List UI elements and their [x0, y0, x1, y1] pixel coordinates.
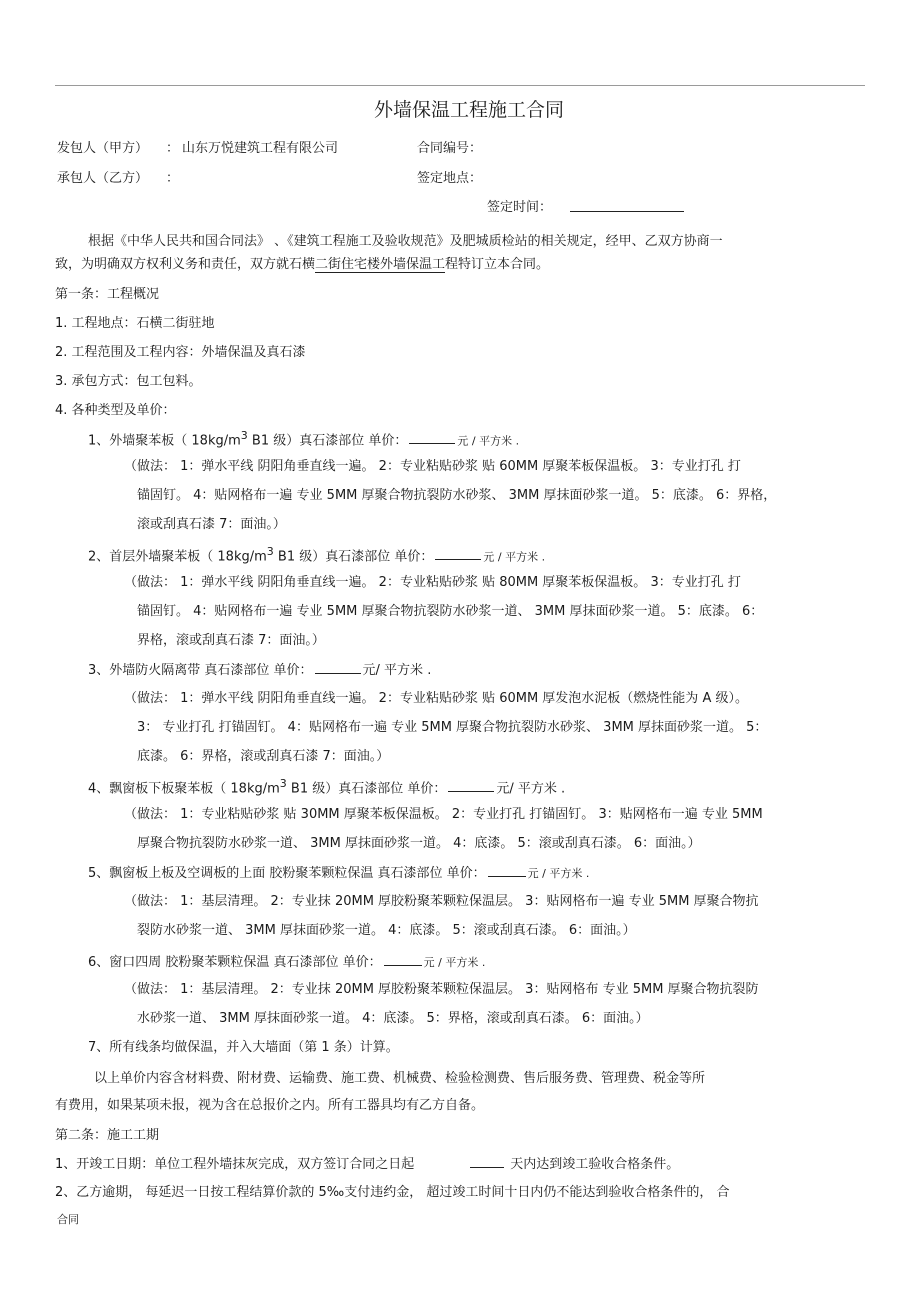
- article-2-item-1-after: 天内达到竣工验收合格条件。: [510, 1157, 680, 1172]
- article-1-item-1: 1. 工程地点：石横二街驻地: [55, 316, 215, 331]
- project-name-underlined: 二街住宅楼外墙保温工: [315, 257, 446, 272]
- party-a-value: 山东万悦建筑工程有限公司: [182, 141, 339, 156]
- type-3-method-3: 底漆。 6：界格，滚或刮真石漆 7：面油。）: [137, 749, 390, 764]
- type-2-method-1: （做法： 1：弹水平线 阴阳角垂直线一遍。 2：专业粘贴砂浆 贴 80MM 厚聚苯板保温板。 3：专业打孔 打: [124, 575, 741, 590]
- intro-line-1: 根据《中华人民共和国合同法》 、《建筑工程施工及验收规范》及肥城质检站的相关规定，经甲、乙双方协商一: [88, 234, 723, 249]
- type-1-heading: [88, 427, 519, 450]
- type-6-heading: [88, 953, 485, 972]
- type-4-heading-text: 4、飘窗板下板聚苯板（ 18kg/m: [88, 781, 280, 797]
- type-1-price-blank: [409, 431, 455, 444]
- sign-time-label: 签定时间：: [487, 200, 553, 215]
- type-5-heading-text: 5、飘窗板上板及空调板的上面 胶粉聚苯颗粒保温 真石漆部位 单价：: [88, 866, 486, 881]
- type-3-method-1: （做法： 1：弹水平线 阴阳角垂直线一遍。 2：专业粘贴砂浆 贴 60MM 厚发泡水泥板（燃烧性能为 A 级）。: [124, 691, 748, 706]
- article-1-item-4: 4. 各种类型及单价：: [55, 403, 176, 418]
- type-2-heading-text: 2、首层外墙聚苯板（ 18kg/m: [88, 549, 267, 565]
- type-2-heading: [88, 543, 545, 566]
- type-5-price-blank: [488, 864, 526, 877]
- type-3-unit: 元/ 平方米 .: [362, 663, 432, 678]
- type-3-method-2: 3： 专业打孔 打锚固钉。 4：贴网格布一遍 专业 5MM 厚聚合物抗裂防水砂浆、 3MM 厚抹面砂浆一道。 5：: [137, 720, 768, 735]
- note-line-1: 以上单价内容含材料费、附材费、运输费、施工费、机械费、检验检测费、售后服务费、管理费、税金等所: [94, 1071, 706, 1086]
- type-1-method-1: （做法： 1：弹水平线 阴阳角垂直线一遍。 2：专业粘贴砂浆 贴 60MM 厚聚苯板保温板。 3：专业打孔 打: [124, 459, 741, 474]
- contract-no-label: 合同编号：: [417, 141, 483, 156]
- type-4-heading-rest: B1 级）真石漆部位 单价：: [286, 781, 447, 797]
- page-title: 外墙保温工程施工合同: [374, 99, 565, 121]
- article-2-item-2: 2、乙方逾期， 每延迟一日按工程结算价款的 5‰支付违约金， 超过竣工时间十日内仍不能达到验收合格条件的， 合: [55, 1185, 730, 1200]
- top-rule: [55, 85, 865, 86]
- type-3-heading: [88, 661, 431, 680]
- article-1-item-2: 2. 工程范围及工程内容：外墙保温及真石漆: [55, 345, 306, 360]
- type-2-sup: 3: [266, 545, 274, 558]
- article-1-heading: 第一条：工程概况: [55, 287, 160, 302]
- type-4-method-1: （做法： 1：专业粘贴砂浆 贴 30MM 厚聚苯板保温板。 2：专业打孔 打锚固钉。 3：贴网格布一遍 专业 5MM: [124, 807, 763, 822]
- type-4-sup: 3: [279, 777, 287, 790]
- party-a-label: 发包人（甲方）: [57, 141, 149, 156]
- intro-line-2-after: 程特订立本合同。: [445, 257, 550, 272]
- type-5-unit: 元 / 平方米 .: [527, 867, 590, 880]
- party-b-label: 承包人（乙方）: [57, 171, 149, 186]
- type-3-price-blank: [315, 661, 361, 674]
- type-2-heading-rest: B1 级）真石漆部位 单价：: [273, 549, 434, 565]
- type-7: 7、所有线条均做保温，并入大墙面（第 1 条）计算。: [88, 1040, 399, 1055]
- intro-line-2-before: 致，为明确双方权利义务和责任，双方就石横: [55, 257, 316, 272]
- sign-place-label: 签定地点：: [417, 171, 483, 186]
- type-1-heading-text: 1、外墙聚苯板（ 18kg/m: [88, 433, 241, 449]
- type-4-method-2: 厚聚合物抗裂防水砂浆一道、 3MM 厚抹面砂浆一道。 4：底漆。 5：滚或刮真石漆。 6：面油。）: [137, 836, 701, 851]
- type-2-unit: 元 / 平方米 .: [483, 550, 546, 564]
- type-1-method-2: 锚固钉。 4：贴网格布一遍 专业 5MM 厚聚合物抗裂防水砂浆、 3MM 厚抹面砂浆一道。 5：底漆。 6：界格，: [137, 488, 777, 503]
- type-1-sup: 3: [240, 429, 248, 442]
- type-6-unit: 元 / 平方米 .: [423, 956, 486, 969]
- type-2-method-3: 界格，滚或刮真石漆 7：面油。）: [137, 633, 325, 648]
- note-line-2: 有费用，如果某项未报，视为含在总报价之内。所有工器具均有乙方自备。: [55, 1098, 485, 1113]
- type-4-price-blank: [448, 779, 494, 792]
- intro-line-2: [55, 256, 549, 274]
- type-6-heading-text: 6、窗口四周 胶粉聚苯颗粒保温 真石漆部位 单价：: [88, 955, 382, 970]
- type-4-unit: 元/ 平方米 .: [496, 781, 566, 797]
- party-b-sep: ：: [166, 171, 180, 186]
- type-4-heading: [88, 775, 565, 798]
- party-a-sep: ：: [166, 141, 180, 156]
- days-blank: [470, 1155, 504, 1168]
- type-1-unit: 元 / 平方米 .: [457, 434, 520, 448]
- type-2-price-blank: [435, 547, 481, 560]
- type-1-method-3: 滚或刮真石漆 7：面油。）: [137, 517, 286, 532]
- type-1-heading-rest: B1 级）真石漆部位 单价：: [247, 433, 408, 449]
- type-5-heading: [88, 864, 589, 883]
- type-5-method-2: 裂防水砂浆一道、 3MM 厚抹面砂浆一道。 4：底漆。 5：滚或刮真石漆。 6：面油。）: [137, 923, 636, 938]
- type-6-method-1: （做法： 1：基层清理。 2：专业抹 20MM 厚胶粉聚苯颗粒保温层。 3：贴网格布 专业 5MM 厚聚合物抗裂防: [124, 982, 759, 997]
- article-2-item-1: [55, 1155, 679, 1174]
- type-5-method-1: （做法： 1：基层清理。 2：专业抹 20MM 厚胶粉聚苯颗粒保温层。 3：贴网格布一遍 专业 5MM 厚聚合物抗: [124, 894, 759, 909]
- article-2-heading: 第二条：施工工期: [55, 1128, 160, 1143]
- page-footer: 合同: [57, 1213, 79, 1226]
- sign-time-blank: [568, 199, 686, 218]
- type-2-method-2: 锚固钉。 4：贴网格布一遍 专业 5MM 厚聚合物抗裂防水砂浆一道、 3MM 厚抹面砂浆一道。 5：底漆。 6：: [137, 604, 764, 619]
- article-2-item-1-before: 1、开竣工日期：单位工程外墙抹灰完成，双方签订合同之日起: [55, 1157, 415, 1172]
- type-6-method-2: 水砂浆一道、 3MM 厚抹面砂浆一道。 4：底漆。 5：界格，滚或刮真石漆。 6：面油。）: [137, 1011, 649, 1026]
- type-3-heading-text: 3、外墙防火隔离带 真石漆部位 单价：: [88, 663, 313, 678]
- article-1-item-3: 3. 承包方式：包工包料。: [55, 374, 202, 389]
- type-6-price-blank: [384, 953, 422, 966]
